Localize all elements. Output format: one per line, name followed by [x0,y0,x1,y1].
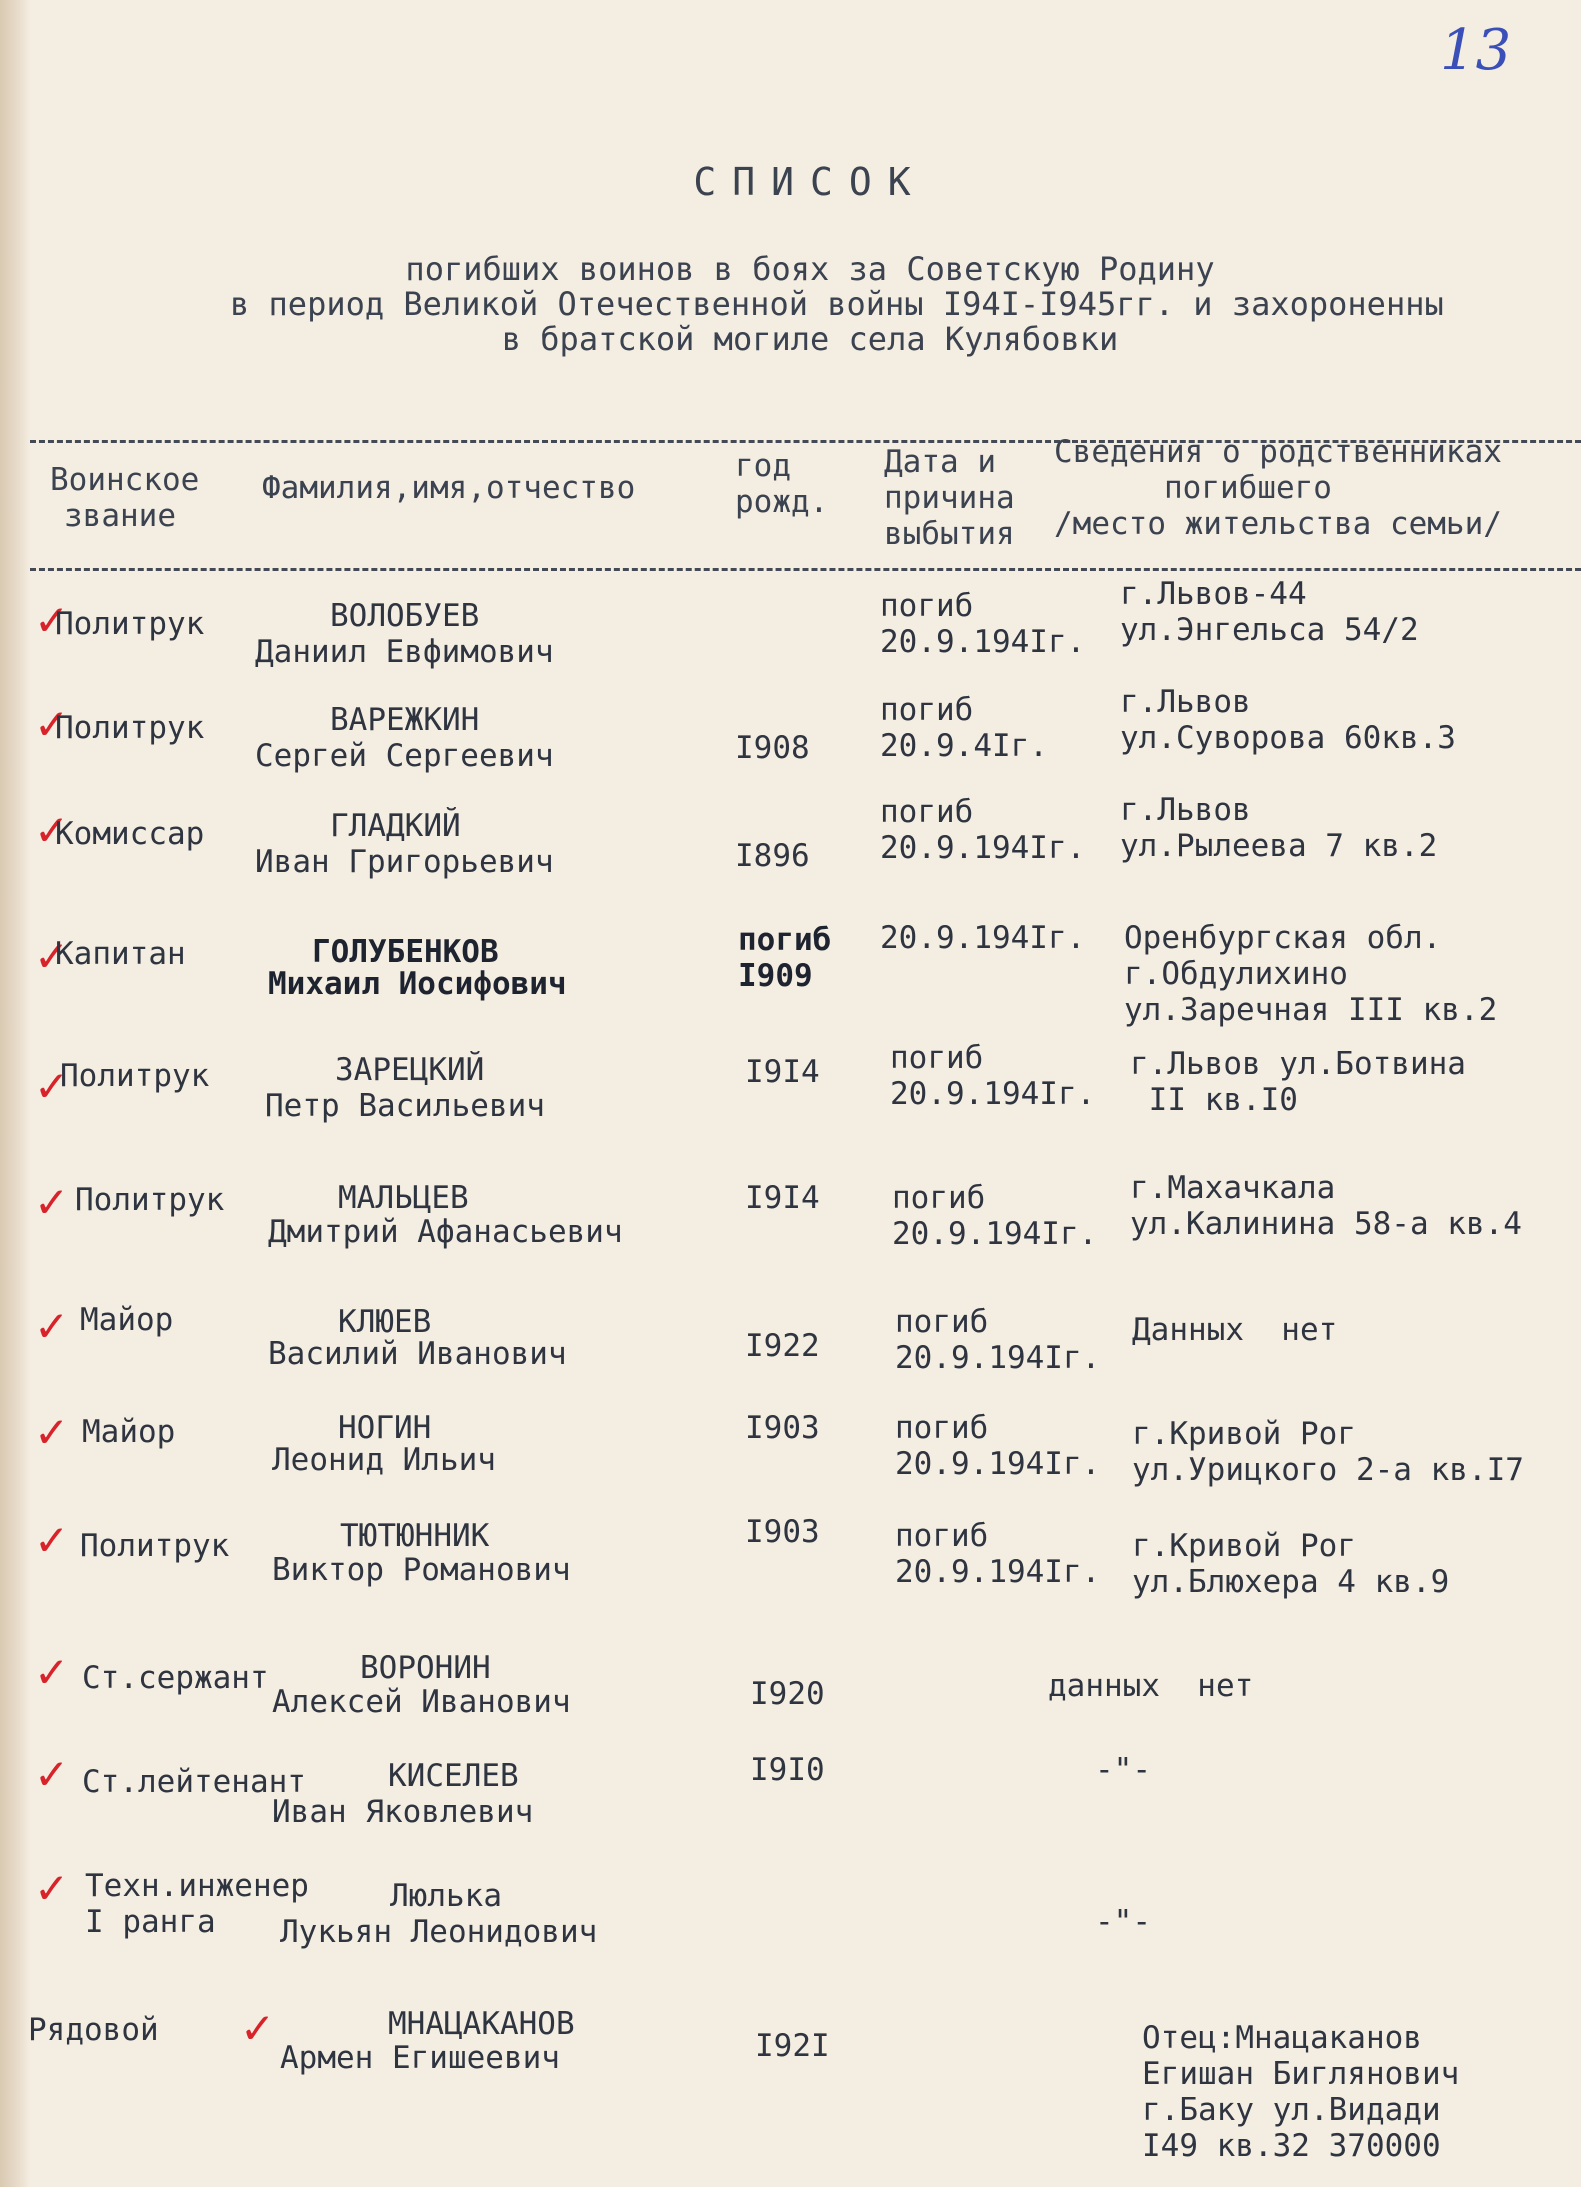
cell-relatives: -"- [1095,1904,1151,1940]
cell-rank: Майор [82,1414,176,1450]
cell-year: I9I0 [750,1752,825,1788]
cell-surname: КИСЕЛЕВ [388,1758,519,1794]
table-row [0,1650,1581,1750]
check-mark-icon: ✓ [240,2004,276,2053]
cell-year: I903 [745,1410,820,1446]
cell-rank: Ст.лейтенант [82,1764,306,1800]
cell-given-name: Сергей Сергеевич [255,738,554,774]
check-mark-icon: ✓ [34,1864,70,1913]
cell-date: погиб 20.9.194Iг. [880,588,1086,660]
check-mark-icon: ✓ [34,1516,70,1565]
subtitle-line-1: погибших воинов в боях за Советскую Родину [405,250,1215,288]
check-mark-icon: ✓ [34,1302,70,1351]
cell-relatives: г.Махачкала ул.Калинина 58-а кв.4 [1130,1170,1522,1242]
cell-given-name: Петр Васильевич [265,1088,545,1124]
cell-date: погиб 20.9.194Iг. [892,1180,1098,1252]
header-year-line-1: год [735,448,791,484]
cell-relatives: Оренбургская обл. г.Обдулихино ул.Заречная III кв.2 [1124,920,1498,1028]
check-mark-icon: ✓ [34,1648,70,1697]
cell-date: погиб 20.9.4Iг. [880,692,1048,764]
cell-date: 20.9.194Iг. [880,920,1086,956]
header-year-line-2: рожд. [735,484,829,520]
cell-given-name: Алексей Иванович [272,1684,571,1720]
header-rank-line-1: Воинское [50,462,200,498]
cell-given-name: Даниил Евфимович [255,634,554,670]
header-date-line-2: причина [884,480,1015,516]
page-number: 13 [1440,18,1512,83]
table-row [0,1040,1581,1164]
cell-surname: ЗАРЕЦКИЙ [335,1052,485,1088]
cell-given-name: Михаил Иосифович [268,966,567,1002]
cell-rank: Рядовой [28,2012,159,2048]
cell-rank: Капитан [55,936,186,972]
cell-relatives: г.Львов ул.Рылеева 7 кв.2 [1120,792,1438,864]
table-row [0,1514,1581,1618]
document-title: СПИСОК [693,160,927,204]
header-date-line-3: выбытия [884,516,1015,552]
cell-surname: НОГИН [338,1410,432,1446]
header-rank-line-2: звание [64,498,176,534]
cell-given-name: Армен Егишеевич [280,2040,560,2076]
cell-relatives: данных нет [1048,1668,1254,1704]
cell-rank: Комиссар [55,816,205,852]
subtitle-line-2: в период Великой Отечественной войны I94I-I945гг. и захороненны [230,285,1444,323]
header-relatives-line-3: /место жительства семьи/ [1054,506,1502,542]
cell-given-name: Лукьян Леонидович [280,1914,598,1950]
subtitle-line-3: в братской могиле села Кулябовки [501,320,1119,358]
check-mark-icon: ✓ [34,1178,70,1227]
check-mark-icon: ✓ [34,1408,70,1457]
table-row [0,576,1581,698]
cell-relatives: Данных нет [1132,1312,1338,1348]
cell-surname: ВАРЕЖКИН [330,702,480,738]
cell-surname: ВОРОНИН [360,1650,491,1686]
cell-surname: МНАЦАКАНОВ [388,2006,575,2042]
cell-rank: Политрук [80,1528,230,1564]
cell-surname: МАЛЬЦЕВ [338,1180,469,1216]
table-row [0,792,1581,908]
cell-relatives: г.Кривой Рог ул.Блюхера 4 кв.9 [1132,1528,1450,1600]
table-row [0,1304,1581,1404]
cell-rank: Политрук [75,1182,225,1218]
table-row [0,2004,1581,2164]
cell-rank: Политрук [55,606,205,642]
cell-rank: Политрук [55,710,205,746]
cell-surname: ГЛАДКИЙ [330,808,461,844]
cell-given-name: Леонид Ильич [272,1442,496,1478]
cell-given-name: Дмитрий Афанасьевич [268,1214,623,1250]
cell-relatives: -"- [1095,1752,1151,1788]
check-mark-icon: ✓ [34,806,70,855]
cell-rank: Политрук [60,1058,210,1094]
header-relatives-line-2: погибшего [1164,470,1332,506]
cell-surname: ГОЛУБЕНКОВ [312,934,499,970]
cell-rank: Майор [80,1302,174,1338]
cell-relatives: г.Львов ул.Ботвина II кв.I0 [1130,1046,1466,1118]
table-header-rule [30,568,1581,571]
table-row [0,684,1581,802]
cell-date: погиб 20.9.194Iг. [880,794,1086,866]
cell-rank: Ст.сержант [82,1660,269,1696]
cell-year: I922 [745,1328,820,1364]
cell-year: I903 [745,1514,820,1550]
cell-year: погиб I909 [738,922,832,994]
cell-relatives: г.Львов ул.Суворова 60кв.3 [1120,684,1456,756]
cell-rank: Техн.инженер I ранга [85,1868,309,1940]
header-name: Фамилия,имя,отчество [262,470,636,506]
cell-relatives: Отец:Мнацаканов Егишан Биглянович г.Баку ул.Видади I49 кв.32 370000 [1142,2020,1460,2164]
cell-relatives: г.Кривой Рог ул.Урицкого 2-а кв.I7 [1132,1416,1524,1488]
cell-date: погиб 20.9.194Iг. [895,1410,1101,1482]
cell-relatives: г.Львов-44 ул.Энгельса 54/2 [1120,576,1419,648]
table-row [0,1410,1581,1510]
table-row [0,1170,1581,1280]
check-mark-icon: ✓ [34,1750,70,1799]
header-rank [50,462,199,534]
cell-given-name: Иван Яковлевич [272,1794,534,1830]
header-date [884,444,1015,552]
cell-year: I9I4 [745,1054,820,1090]
table-row [0,1866,1581,1966]
cell-year: I92I [755,2028,830,2064]
check-mark-icon: ✓ [34,700,70,749]
check-mark-icon: ✓ [34,1062,70,1111]
header-relatives-line-1: Сведения о родственниках [1054,434,1502,470]
table-row [0,920,1581,1034]
header-relatives [1054,434,1502,542]
cell-given-name: Иван Григорьевич [255,844,554,880]
cell-given-name: Виктор Романович [272,1552,571,1588]
cell-surname: ВОЛОБУЕВ [330,598,480,634]
cell-year: I920 [750,1676,825,1712]
cell-date: погиб 20.9.194Iг. [895,1518,1101,1590]
check-mark-icon: ✓ [34,596,70,645]
cell-surname: Люлька [390,1878,502,1914]
header-date-line-1: Дата и [884,444,996,480]
cell-date: погиб 20.9.194Iг. [890,1040,1096,1112]
table-row [0,1752,1581,1852]
cell-surname: ТЮТЮННИК [340,1518,490,1554]
cell-date: погиб 20.9.194Iг. [895,1304,1101,1376]
cell-year: I9I4 [745,1180,820,1216]
header-year [735,448,828,520]
cell-year: I908 [735,730,810,766]
cell-surname: КЛЮЕВ [338,1304,432,1340]
check-mark-icon: ✓ [34,932,70,981]
cell-year: I896 [735,838,810,874]
cell-given-name: Василий Иванович [268,1336,567,1372]
